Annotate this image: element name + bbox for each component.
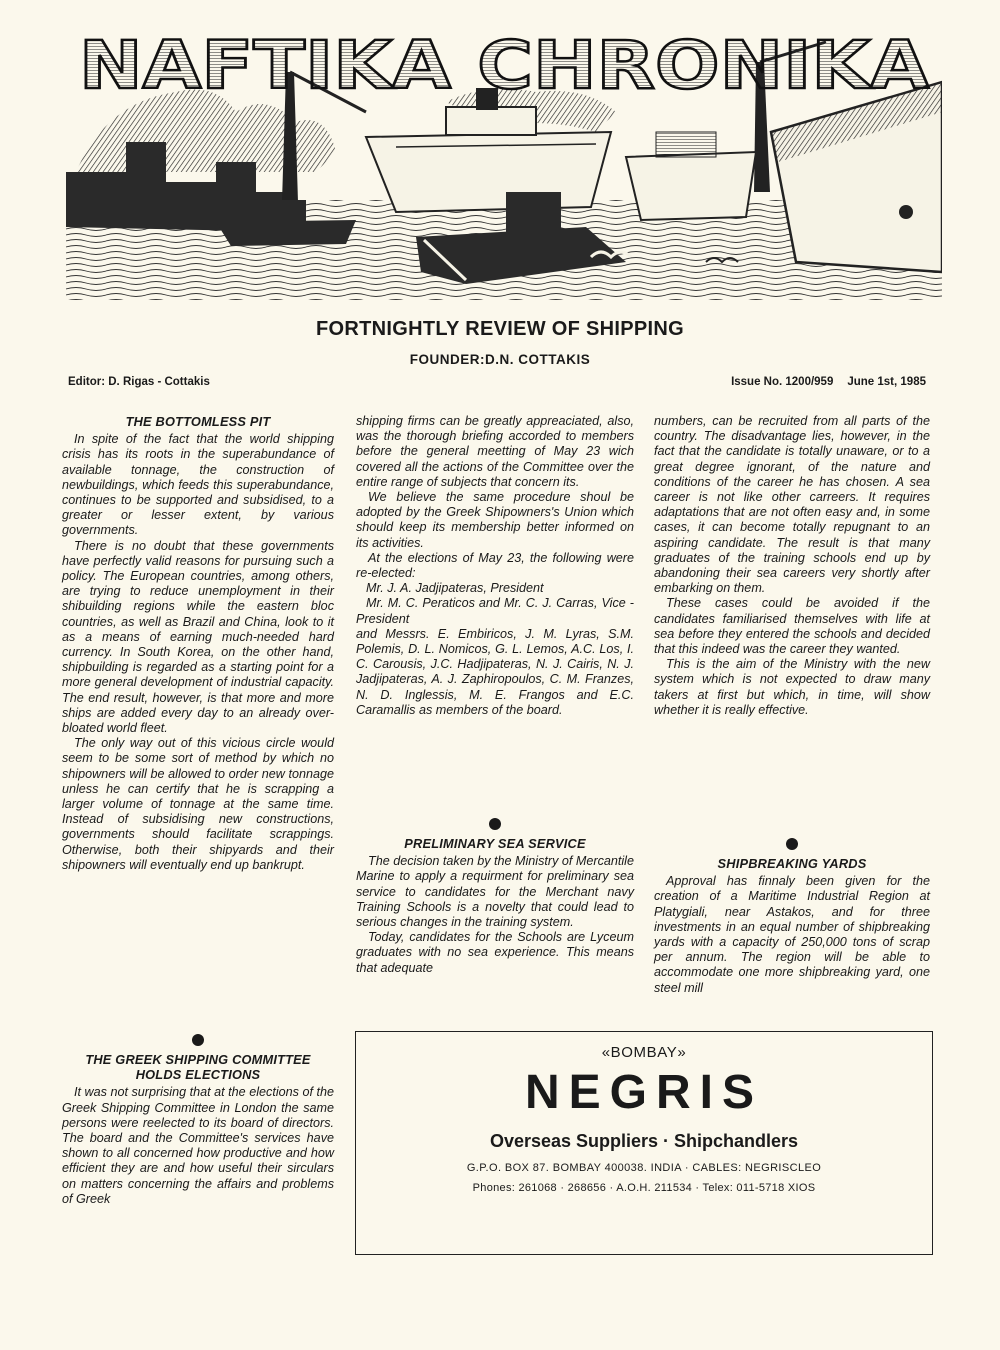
section-bullet [192,1034,204,1046]
negris-advertisement [355,1031,933,1255]
article-paragraph: Today, candidates for the Schools are Lyceum graduates with no sea experience. This means that adequate [356,930,634,975]
article-committee-elections [62,1034,334,1207]
article-paragraph: Approval has finnaly been given for the creation of a Maritime Industrial Region at Platygiali, near Astakos, and for three investments in an equal number of shipbreaking yards with a capacity of 250,000 tons of scrap per annum. The region will be able to accommodate one more shipbreaking yard, one steel mill [654,874,930,995]
article-title: THE BOTTOMLESS PIT [125,414,271,429]
ad-company-name: NEGRIS [524,1066,764,1119]
article-paragraph: The only way out of this vicious circle would seem to be some sort of method by which no shipowners will be allowed to order new tonnage unless he can certify that he is scrapping a larger volume of tonnage at the same time. Instead of subsidising new constructions, governments should facilitate scrappings. Otherwise, both their shipyards and their shipowners will eventually end up bankrupt. [62,736,334,872]
article-title-line: THE GREEK SHIPPING COMMITTEE [85,1052,311,1067]
article-paragraph: At the elections of May 23, the following were re-elected: [356,550,634,581]
article-paragraph: There is no doubt that these governments have perfectly valid reasons for pursuing such a policy. The European countries, among others, are trying to reduce unemployment in their shibuilding regions while the eastern bloc countries, as well as Brazil and China, look to it as a means of earning much-needed hard currency. In South Korea, on the other hand, shipbuilding is regarded as a starting point for a more general development of industrial capacity. The end result, however, is that more and more ships are added every day to an already over-bloated world fleet. [62,538,334,736]
issue-date: June 1st, 1985 [847,376,926,388]
article-paragraph: shipping firms can be greatly appreaciated, also, was the thorough briefing accorded to members before the general meetting of May 23 wich covered all the actions of the Committee over the entire range of subjects that concern its. [356,414,634,489]
article-paragraph: The decision taken by the Ministry of Mercantile Marine to apply a requirment for preliminary sea service to candidates for the Merchant navy Training Schools is a novelty that could lead to serious changes in the training system. [356,854,634,930]
masthead-title: NAFTIKA CHRONIKA [79,27,929,104]
article-title: SHIPBREAKING YARDS [717,856,867,871]
ad-tagline: «BOMBAY» [601,1044,687,1061]
editor-credit: Editor: D. Rigas - Cottakis [68,376,210,388]
article-paragraph: In spite of the fact that the world shipping crisis has its roots in the superabundance of available tonnage, the construction of newbuildings, which feeds this superabundance, continues to be supported and subsidised, to a greater or lesser extent, by various governments. [62,432,334,538]
ad-phones: Phones: 261068 · 268656 · A.O.H. 211534 · Telex: 011-5718 XIOS [472,1182,816,1194]
article-title [62,1052,334,1082]
article-sea-service-continued [654,414,930,718]
board-members: and Messrs. E. Embiricos, J. M. Lyras, S.M. Polemis, D. L. Nomicos, G. L. Lemos, A.C. Los, I. C. Carousis, J.C. Hadjipateras, N. J. Cairis, N. J. Jadjipateras, A. J. Zaphiropoulos, C. M. Franzes, N. D. Inglessis, M. E. Frangos and E.C. Caramallis as members of the board. [356,626,634,717]
founder-line: FOUNDER:D.N. COTTAKIS [409,352,591,367]
article-paragraph: numbers, can be recruited from all parts of the country. The disadvantage lies, however, in the fact that the candidate is totally unaware, or to a great degree ignorant, of the nature and conditions of the career he has chosen. A sea career is not like other carreers. It requires adaptations that are not often easy and, in some cases, it can become totally repugnant to an aspiring candidate. The result is that many graduates of the training schools end up by abandoning their sea careers very shortly after embarking on them. [654,414,930,596]
publication-subtitle: FORTNIGHTLY REVIEW OF SHIPPING [316,318,684,340]
issue-info [731,376,926,388]
masthead [66,22,942,300]
section-bullet [786,838,798,850]
section-bullet [489,818,501,830]
article-title-line: HOLDS ELECTIONS [135,1067,261,1083]
article-committee-continued [356,414,634,718]
article-paragraph: We believe the same procedure shoul be adopted by the Greek Shipowners's Union which should keep its membership better informed on its activities. [356,490,634,550]
elected-member: Mr. J. A. Jadjipateras, President [366,581,544,596]
article-shipbreaking-yards [654,838,930,996]
elected-member: Mr. M. C. Peraticos and Mr. C. J. Carras, Vice - President [356,596,634,626]
article-paragraph: It was not surprising that at the elections of the Greek Shipping Committee in London the same persons were reelected to its board of directors. The board and the Committee's services have shown to all concerned how productive and how efficient they are and how useful their sirculars on matters concerning the affairs and problems of Greek [62,1085,334,1206]
article-paragraph: This is the aim of the Ministry with the new system which is not expected to draw many takers at first but which, in time, will show whether it is really effective. [654,657,930,717]
ad-address: G.P.O. BOX 87. BOMBAY 400038. INDIA · CABLES: NEGRISCLEO [466,1162,822,1174]
ad-business-line: Overseas Suppliers · Shipchandlers [489,1131,799,1151]
article-paragraph: These cases could be avoided if the candidates familiarised themselves with life at sea before they entered the schools and decided that this indeed was the career they wanted. [654,596,930,657]
article-sea-service [356,818,634,976]
article-bottomless-pit [62,414,334,873]
harbour-illustration [66,22,942,300]
article-title: PRELIMINARY SEA SERVICE [404,836,586,851]
issue-number: Issue No. 1200/959 [731,376,834,388]
